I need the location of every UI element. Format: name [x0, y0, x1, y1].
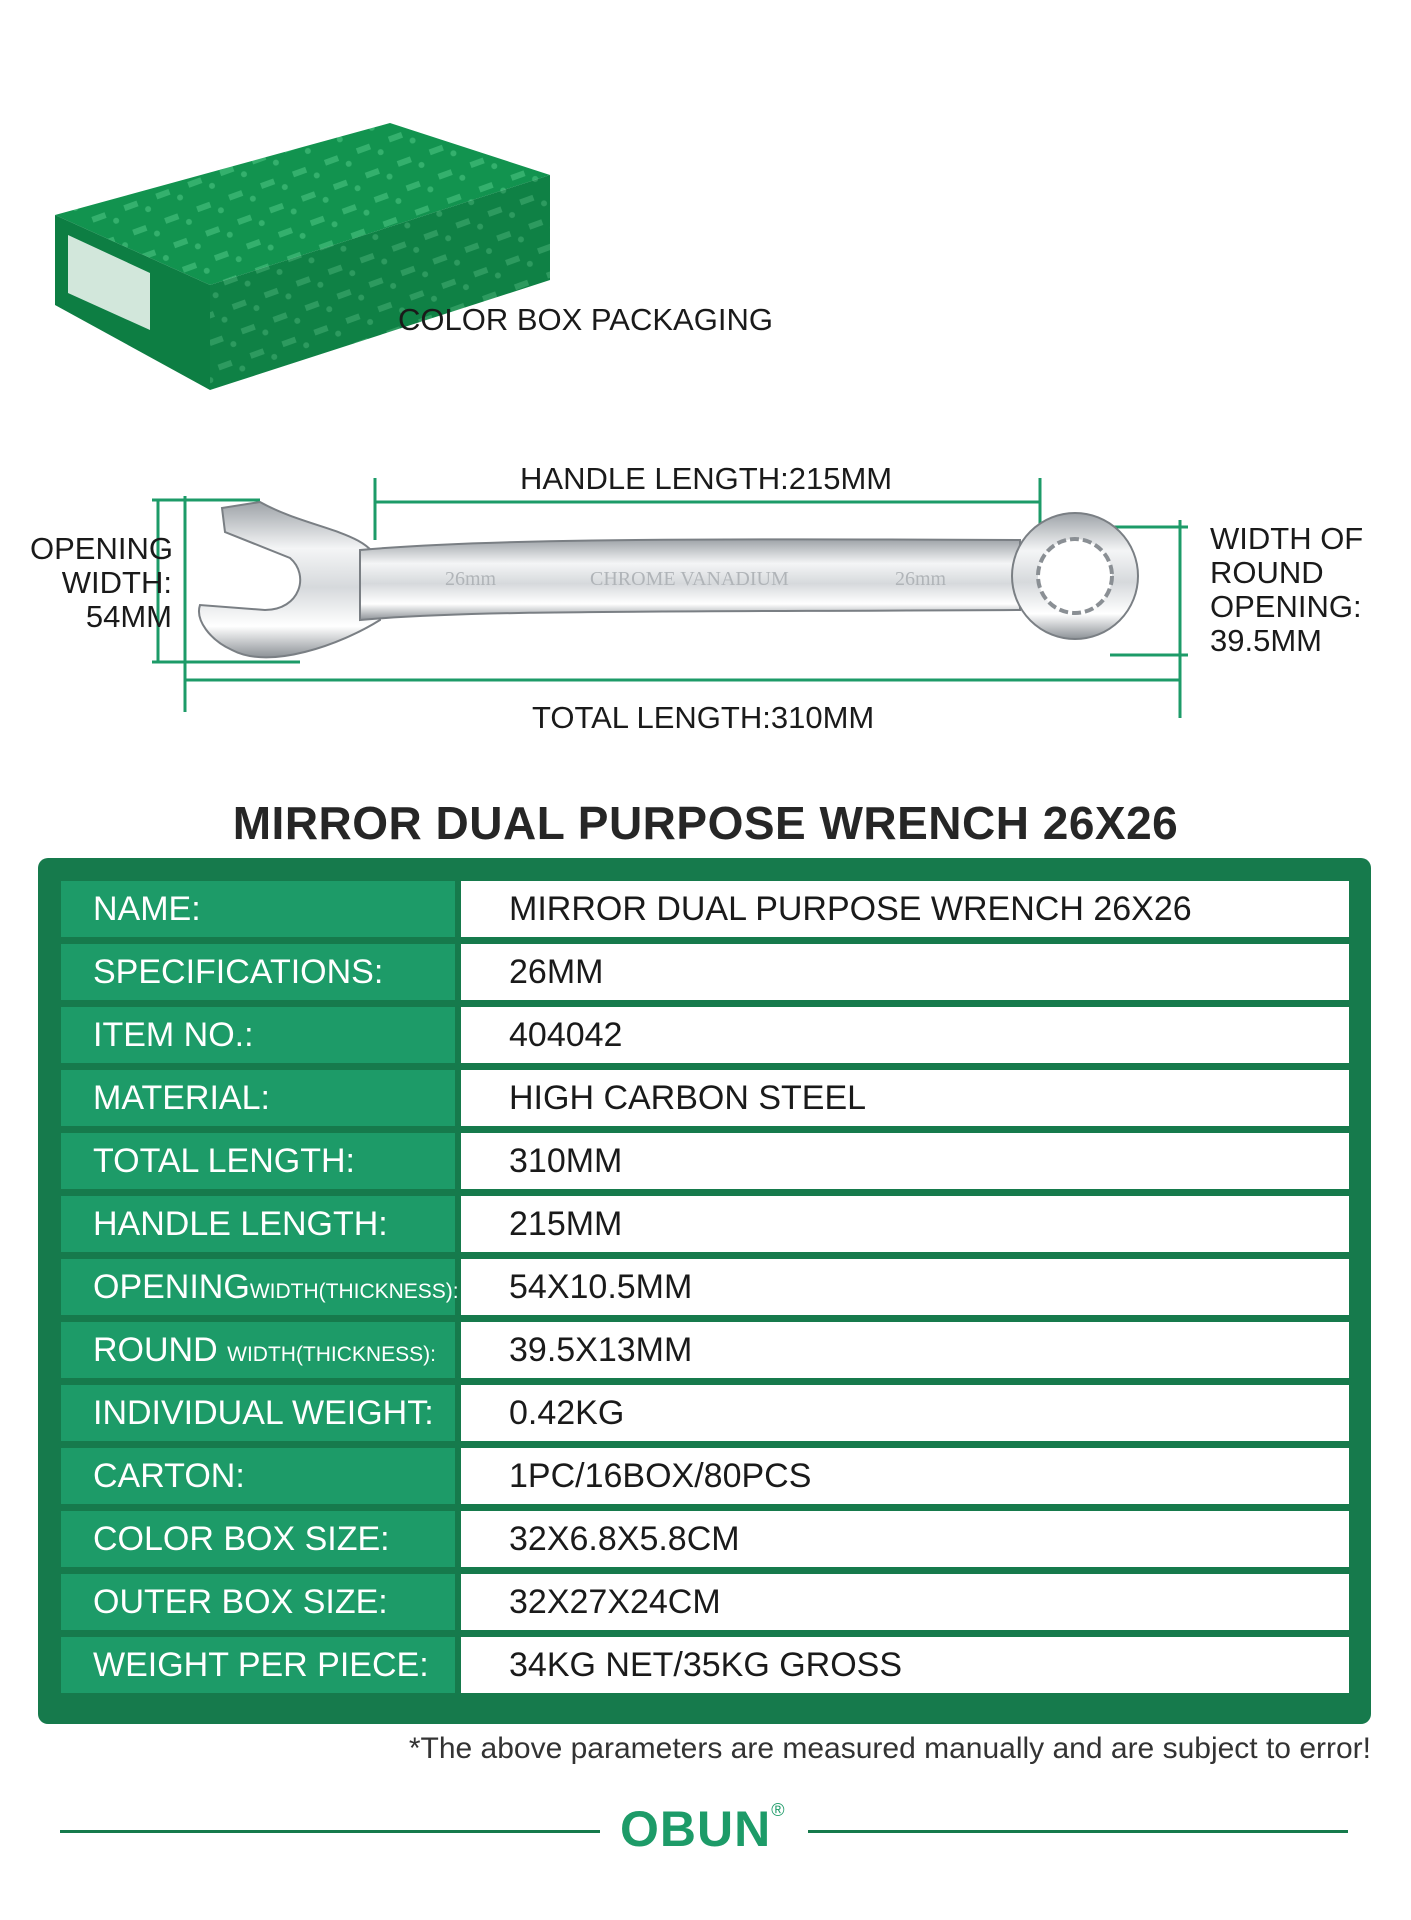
wrench-image — [150, 470, 1200, 700]
engraving-center: CHROME VANADIUM — [590, 568, 789, 590]
spec-key: WEIGHT PER PIECE: — [61, 1637, 455, 1693]
brand-logo: OBUN® — [620, 1800, 786, 1857]
spec-row-weight-per-piece — [61, 1637, 1349, 1693]
spec-key: COLOR BOX SIZE: — [61, 1511, 455, 1567]
spec-key: NAME: — [61, 881, 455, 937]
spec-value: 32X27X24CM — [461, 1574, 1349, 1630]
spec-row-outer-box-size — [61, 1574, 1349, 1630]
engraving-right: 26mm — [895, 568, 947, 590]
spec-value: 34KG NET/35KG GROSS — [461, 1637, 1349, 1693]
spec-value: MIRROR DUAL PURPOSE WRENCH 26X26 — [461, 881, 1349, 937]
spec-key: CARTON: — [61, 1448, 455, 1504]
spec-row-total-length — [61, 1133, 1349, 1189]
total-length-label: TOTAL LENGTH:310MM — [532, 700, 875, 735]
product-title: MIRROR DUAL PURPOSE WRENCH 26X26 — [232, 797, 1179, 849]
spec-key: SPECIFICATIONS: — [61, 944, 455, 1000]
spec-row-handle-length — [61, 1196, 1349, 1252]
brand-divider-left — [60, 1830, 600, 1833]
disclaimer-note: *The above parameters are measured manually and are subject to error! — [408, 1732, 1371, 1765]
packaging-label: COLOR BOX PACKAGING — [398, 302, 773, 337]
spec-value: HIGH CARBON STEEL — [461, 1070, 1349, 1126]
spec-row-material — [61, 1070, 1349, 1126]
spec-key: OPENINGWIDTH(THICKNESS): — [61, 1259, 455, 1315]
brand-divider-right — [808, 1830, 1348, 1833]
spec-row-specifications — [61, 944, 1349, 1000]
spec-row-individual-weight — [61, 1385, 1349, 1441]
spec-value: 310MM — [461, 1133, 1349, 1189]
spec-value: 0.42KG — [461, 1385, 1349, 1441]
spec-table — [38, 858, 1371, 1724]
spec-value: 26MM — [461, 944, 1349, 1000]
spec-key: TOTAL LENGTH: — [61, 1133, 455, 1189]
spec-value: 32X6.8X5.8CM — [461, 1511, 1349, 1567]
spec-row-name — [61, 881, 1349, 937]
spec-key: ROUND WIDTH(THICKNESS): — [61, 1322, 455, 1378]
spec-row-round — [61, 1322, 1349, 1378]
spec-key: MATERIAL: — [61, 1070, 455, 1126]
spec-row-opening — [61, 1259, 1349, 1315]
spec-key: INDIVIDUAL WEIGHT: — [61, 1385, 455, 1441]
spec-key: HANDLE LENGTH: — [61, 1196, 455, 1252]
spec-value: 215MM — [461, 1196, 1349, 1252]
round-width-label: WIDTH OF ROUND OPENING: 39.5MM — [1210, 521, 1364, 659]
engraving-left: 26mm — [445, 568, 497, 590]
spec-value: 404042 — [461, 1007, 1349, 1063]
spec-value: 39.5X13MM — [461, 1322, 1349, 1378]
spec-value: 54X10.5MM — [461, 1259, 1349, 1315]
spec-row-item-no — [61, 1007, 1349, 1063]
spec-row-color-box-size — [61, 1511, 1349, 1567]
opening-width-label: OPENING WIDTH: 54MM — [30, 531, 173, 635]
spec-row-carton — [61, 1448, 1349, 1504]
spec-key: ITEM NO.: — [61, 1007, 455, 1063]
spec-value: 1PC/16BOX/80PCS — [461, 1448, 1349, 1504]
handle-length-label: HANDLE LENGTH:215MM — [520, 461, 893, 496]
spec-key: OUTER BOX SIZE: — [61, 1574, 455, 1630]
